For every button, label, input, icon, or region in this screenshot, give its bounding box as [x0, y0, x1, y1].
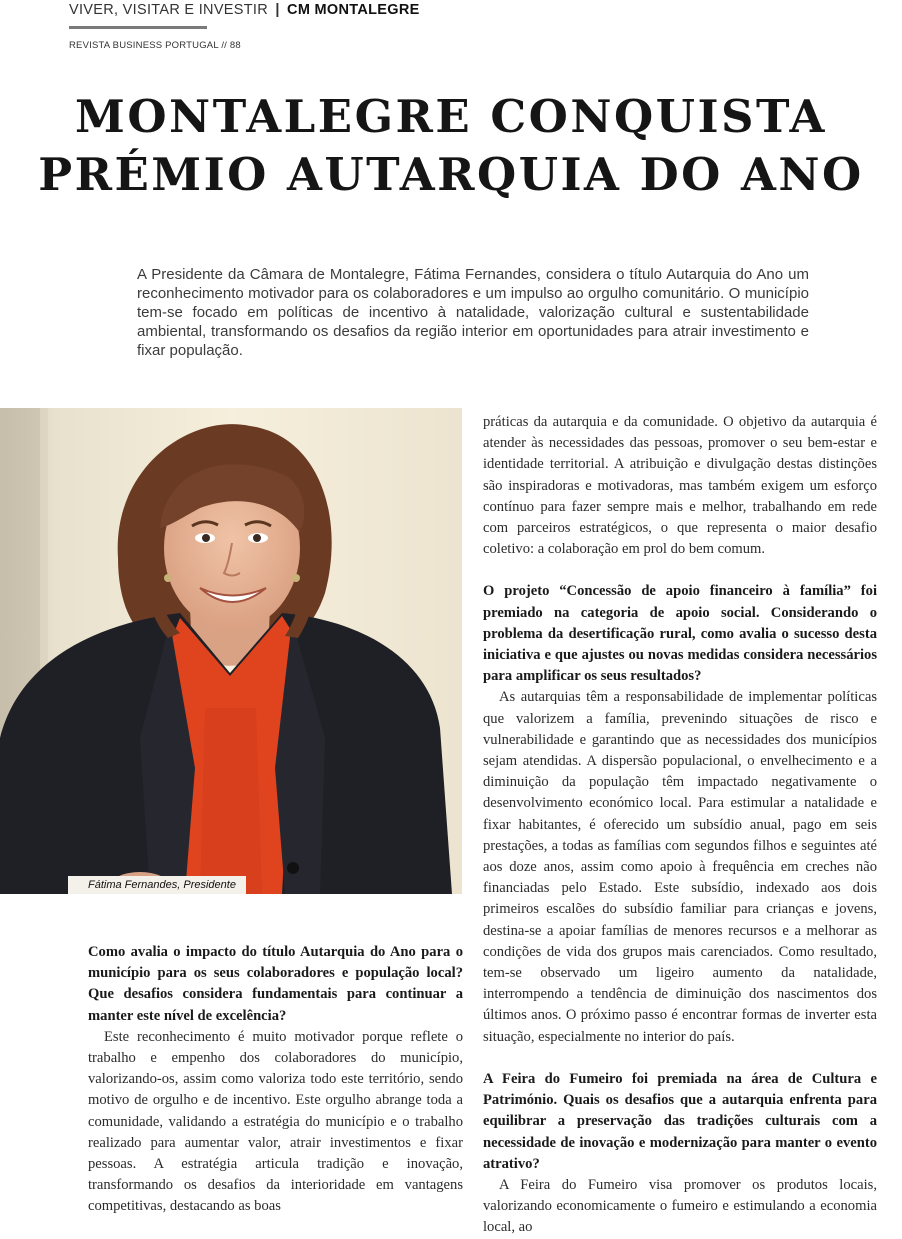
entity-label: CM MONTALEGRE — [287, 2, 420, 18]
title-line-1: MONTALEGRE CONQUISTA — [75, 90, 827, 143]
right-column — [483, 412, 877, 1239]
issue-label: REVISTA BUSINESS PORTUGAL // 88 — [69, 40, 241, 51]
answer-1-part-2: práticas da autarquia e da comunidade. O objetivo da autarquia é atender às necessidades das pessoas, promover o seu bem-estar e identidade territorial. A atribuição e divulgação destas distinções são inspiradoras e motivadoras, mas também exigem um esforço contínuo para fazer sempre mais e melhor, trabalhando em rede com parceiros estratégicos, o que representa o maior desafio coletivo: a colaboração em prol do bem comum. — [483, 414, 877, 558]
paragraph-gap — [483, 560, 877, 581]
question-2: O projeto “Concessão de apoio financeiro à família” foi premiado na categoria de apoio social. Considerando o problema da desertificação rural, como avalia o sucesso desta iniciativa e que ajustes ou novas medidas considera necessários para amplificar os seus resultados? — [483, 583, 877, 685]
running-header — [69, 2, 420, 18]
portrait-photo — [0, 408, 462, 894]
portrait-illustration — [0, 408, 462, 894]
title-line-2: PRÉMIO AUTARQUIA DO ANO — [38, 148, 864, 201]
answer-3: A Feira do Fumeiro visa promover os produtos locais, valorizando economicamente o fumeiro e estimulando a economia local, ao — [483, 1176, 877, 1236]
question-3: A Feira do Fumeiro foi premiada na área de Cultura e Património. Quais os desafios que a autarquia enfrenta para equilibrar a preservação das tradições culturais com a necessidade de inovação e modernização para manter o evento atrativo? — [483, 1070, 877, 1172]
article-title — [0, 88, 902, 204]
left-column — [88, 942, 463, 1218]
answer-2: As autarquias têm a responsabilidade de implementar políticas que valorizem a família, prevenindo situações de risco e vulnerabilidade e garantindo que as necessidades dos municípios sejam atendidas. A dispersão populacional, o envelhecimento e a diminuição da população têm impactado negativamente o desenvolvimento económico local. Para estimular a natalidade e fixar habitantes, é oferecido um subsídio anual, pago em seis prestações, a todas as famílias com segundos filhos e seguintes até aos doze anos, assim como apoio à frequência em creches não financiadas pelo Estado. Este subsídio, indexado aos dois primeiros escalões do subsídio familiar para crianças e jovens, destina-se a apoiar famílias de menores recursos e a melhorar as condições de vida dos grupos mais carenciados. Como resultado, tem-se observado um ligeiro aumento da natalidade, interrompendo a tendência de diminuição dos nascimentos dos últimos anos. O próximo passo é encontrar formas de inverter esta situação, especialmente no interior do país. — [483, 689, 877, 1045]
answer-1-part-1: Este reconhecimento é muito motivador porque reflete o trabalho e empenho dos colaboradores do município, valorizando-os, assim como valoriza todo este território, sendo motivo de orgulho e de incentivo. Este orgulho abrange toda a comunidade, validando a estratégia do município e o trabalho realizado para aumentar valor, atrair investimentos e fixar pessoas. A estratégia articula tradição e inovação, transformando os desafios da interioridade em vantagens competitivas, destacando as boas — [88, 1028, 463, 1215]
article-lead: A Presidente da Câmara de Montalegre, Fátima Fernandes, considera o título Autarquia do Ano um reconhecimento motivador para os colaboradores e um impulso ao orgulho comunitário. O município tem-se focado em políticas de incentivo à natalidade, valorização cultural e sustentabilidade ambiental, transformando os desafios da região interior em oportunidades para atrair investimento e fixar população. — [137, 266, 809, 359]
header-rule — [69, 26, 207, 29]
header-separator: | — [275, 2, 280, 18]
paragraph-gap — [483, 1048, 877, 1069]
photo-caption: Fátima Fernandes, Presidente — [68, 876, 246, 894]
section-label: VIVER, VISITAR E INVESTIR — [69, 2, 268, 18]
question-1: Como avalia o impacto do título Autarquia do Ano para o município para os seus colaboradores e população local? Que desafios considera fundamentais para continuar a manter este nível de excelência? — [88, 944, 463, 1024]
